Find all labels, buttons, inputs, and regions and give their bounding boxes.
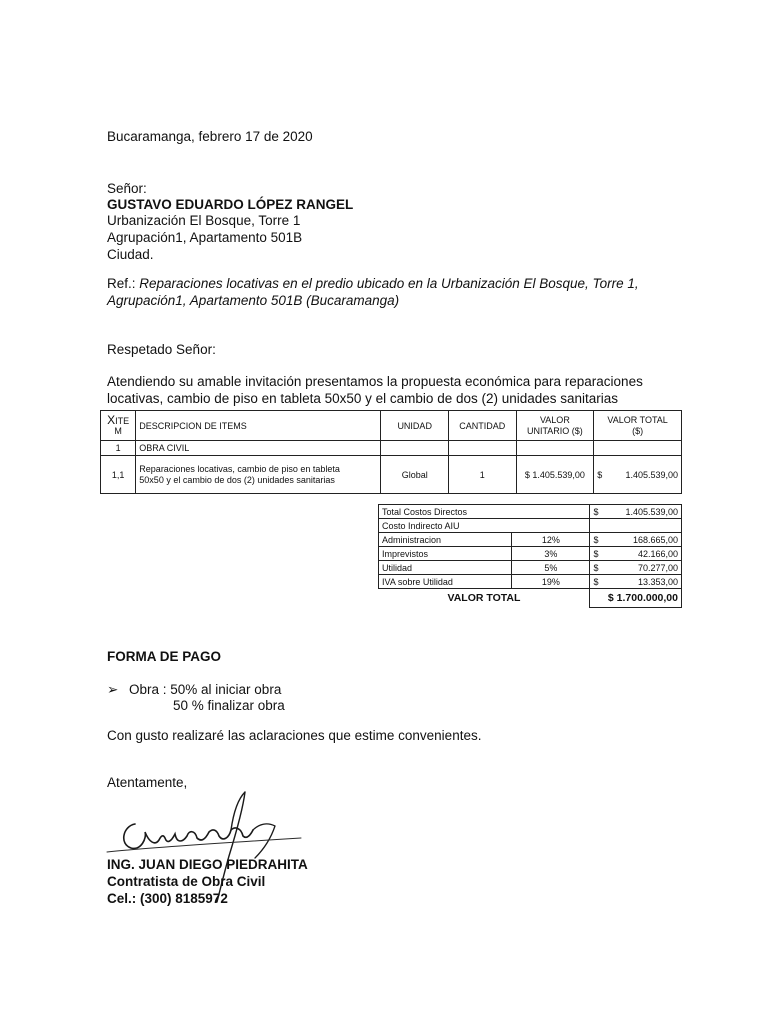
row-description-2: 50x50 y el cambio de dos (2) unidades sanitarias: [139, 474, 335, 485]
header-quantity: CANTIDAD: [448, 411, 516, 441]
row-unit-value: $ 1.405.539,00: [516, 456, 594, 494]
recipient-address-2: Agrupación1, Apartamento 501B: [107, 230, 303, 245]
row-total-currency: $: [597, 469, 603, 480]
ref-text-1: Reparaciones locativas en el predio ubicado en la Urbanización El Bosque, Torre 1,: [139, 276, 639, 291]
header-unit-value: [516, 411, 594, 441]
items-header-row: [101, 411, 682, 441]
intro-line-1: Atendiendo su amable invitación presentamos la propuesta económica para reparaciones: [107, 374, 643, 389]
aiu-empty: [590, 519, 682, 533]
header-item-rest: ITE: [115, 416, 130, 426]
summary-row: [379, 561, 682, 575]
header-item-x: X: [107, 413, 116, 427]
sign-off: Atentamente,: [107, 775, 188, 790]
direct-costs-currency: $: [593, 506, 599, 517]
section-row: [101, 441, 682, 456]
section-empty-unit: [381, 441, 449, 456]
direct-costs-amount: 1.405.539,00: [625, 506, 678, 517]
date-line: Bucaramanga, febrero 17 de 2020: [107, 129, 313, 144]
recipient-name: GUSTAVO EDUARDO LÓPEZ RANGEL: [107, 197, 354, 212]
summary-value: [590, 561, 682, 575]
section-item: 1: [101, 441, 136, 456]
summary-amount: 13.353,00: [637, 576, 678, 587]
aiu-label: Costo Indirecto AIU: [379, 519, 590, 533]
signer-phone: Cel.: (300) 8185972: [107, 891, 228, 906]
row-quantity: 1: [448, 456, 516, 494]
section-empty-total: [594, 441, 682, 456]
summary-amount: 42.166,00: [637, 548, 678, 559]
payment-title: FORMA DE PAGO: [107, 649, 221, 664]
arrow-bullet-icon: ➢: [107, 682, 119, 697]
ref-line-1: [107, 275, 639, 292]
summary-label: Utilidad: [379, 561, 512, 575]
direct-costs-value: [590, 505, 682, 519]
summary-currency: $: [593, 562, 599, 573]
header-unit-value-2: UNITARIO ($): [526, 425, 583, 436]
total-value: $ 1.700.000,00: [590, 589, 682, 608]
summary-value: [590, 547, 682, 561]
summary-label: IVA sobre Utilidad: [379, 575, 512, 589]
row-item: 1,1: [101, 456, 136, 494]
summary-label: Administracion: [379, 533, 512, 547]
summary-value: [590, 533, 682, 547]
ref-text-2: Agrupación1, Apartamento 501B (Bucaramanga): [107, 293, 400, 308]
summary-value: [590, 575, 682, 589]
summary-amount: 70.277,00: [637, 562, 678, 573]
section-empty-qty: [448, 441, 516, 456]
summary-percent: 12%: [512, 533, 590, 547]
intro-line-2: locativas, cambio de piso en tableta 50x50 y el cambio de dos (2) unidades sanitarias: [107, 391, 619, 406]
section-description: OBRA CIVIL: [136, 441, 381, 456]
salutation: Señor:: [107, 181, 147, 196]
summary-currency: $: [593, 548, 599, 559]
row-description: [136, 456, 381, 494]
header-description: DESCRIPCION DE ITEMS: [136, 411, 381, 441]
summary-label: Imprevistos: [379, 547, 512, 561]
ref-label: Ref.:: [107, 276, 136, 291]
items-table: [100, 410, 682, 494]
recipient-city: Ciudad.: [107, 247, 154, 262]
row-description-1: Reparaciones locativas, cambio de piso en tableta: [139, 463, 340, 474]
payment-line-2: 50 % finalizar obra: [173, 698, 285, 713]
section-empty-unit-value: [516, 441, 594, 456]
header-item-m: M: [114, 426, 122, 436]
summary-row: [379, 575, 682, 589]
closing-text: Con gusto realizaré las aclaraciones que estime convenientes.: [107, 728, 482, 743]
summary-table: [378, 504, 682, 608]
summary-amount: 168.665,00: [632, 534, 678, 545]
greeting: Respetado Señor:: [107, 342, 216, 357]
signer-name: ING. JUAN DIEGO PIEDRAHITA: [107, 857, 308, 872]
payment-line-1: [107, 681, 281, 698]
header-unit: UNIDAD: [381, 411, 449, 441]
row-unit: Global: [381, 456, 449, 494]
summary-row: [379, 547, 682, 561]
summary-row: [379, 533, 682, 547]
summary-percent: 3%: [512, 547, 590, 561]
total-label: VALOR TOTAL: [447, 592, 521, 605]
summary-direct-costs-row: [379, 505, 682, 519]
row-total-amount: 1.405.539,00: [625, 469, 678, 480]
recipient-address-1: Urbanización El Bosque, Torre 1: [107, 213, 301, 228]
summary-percent: 19%: [512, 575, 590, 589]
signer-title: Contratista de Obra Civil: [107, 874, 266, 889]
table-row: [101, 456, 682, 494]
summary-aiu-row: [379, 519, 682, 533]
header-item: [101, 411, 136, 441]
header-total-value: [594, 411, 682, 441]
header-total-value-2: ($): [632, 425, 644, 436]
summary-total-row: [379, 589, 682, 608]
header-unit-value-1: VALOR: [539, 414, 570, 425]
direct-costs-label: Total Costos Directos: [379, 505, 590, 519]
summary-currency: $: [593, 576, 599, 587]
payment-text-1: Obra : 50% al iniciar obra: [129, 682, 282, 697]
summary-currency: $: [593, 534, 599, 545]
summary-percent: 5%: [512, 561, 590, 575]
header-total-value-1: VALOR TOTAL: [607, 414, 668, 425]
row-total-value: [594, 456, 682, 494]
